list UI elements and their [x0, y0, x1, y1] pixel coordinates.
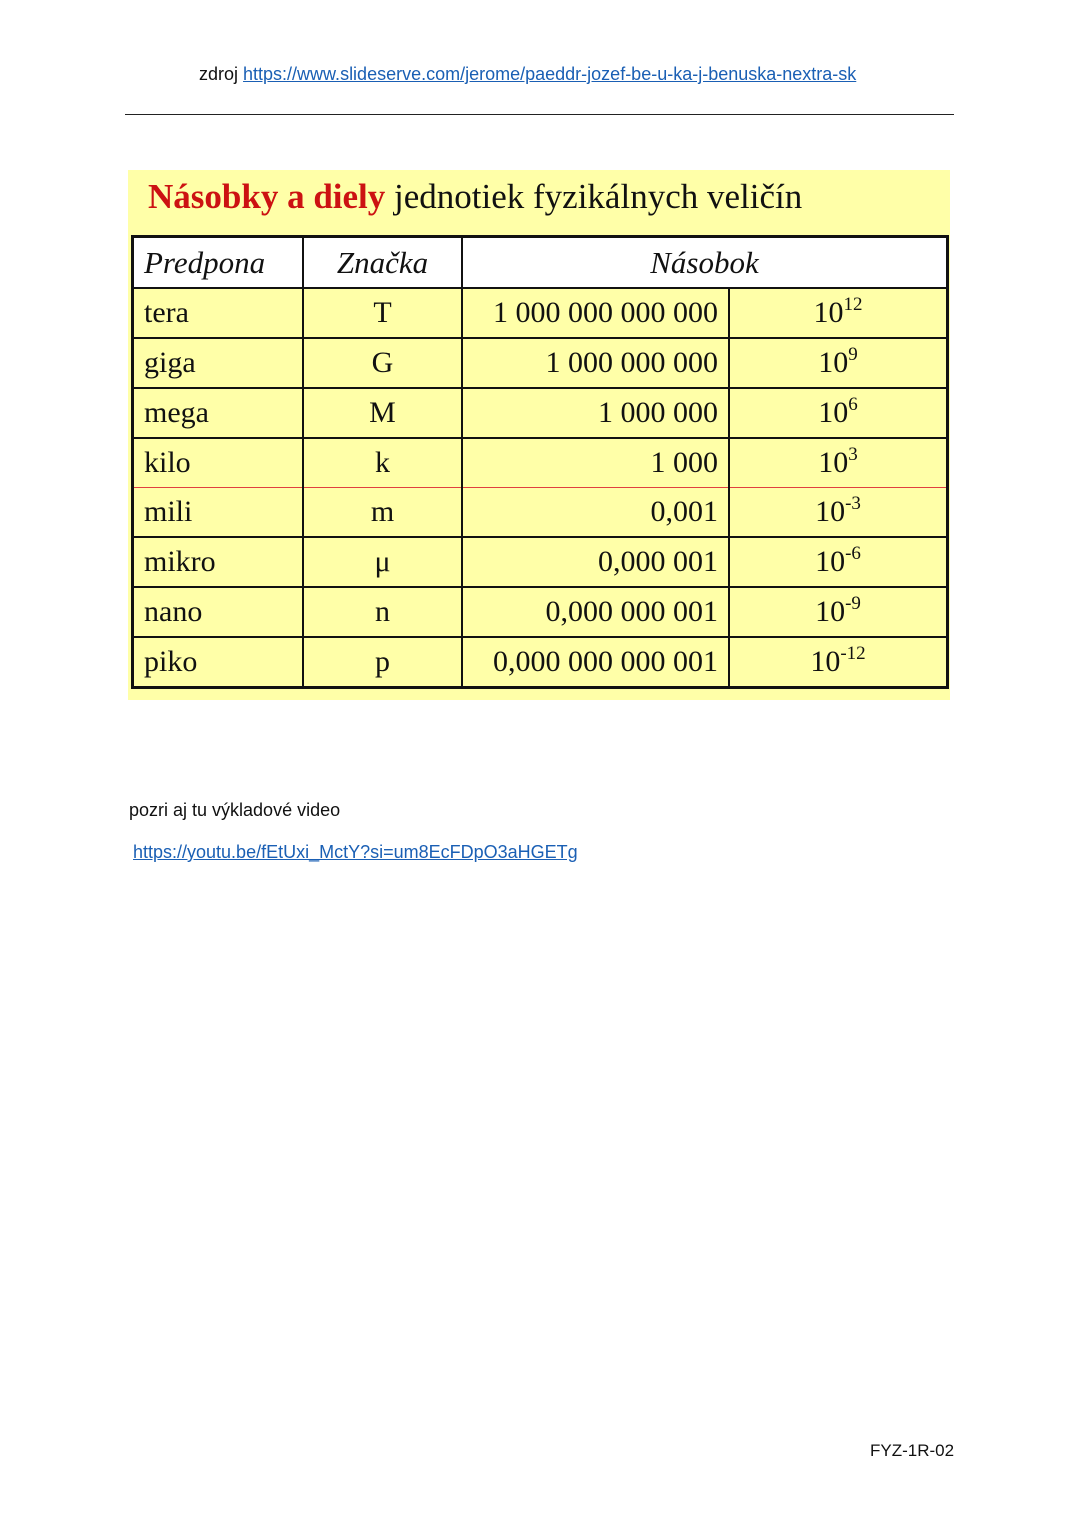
power-exponent: 3: [848, 444, 858, 465]
cell-value: 0,000 000 000 001: [462, 637, 729, 688]
header-symbol: Značka: [303, 237, 462, 289]
slide-title: [148, 174, 802, 220]
cell-power: [729, 587, 948, 637]
power-exponent: -6: [845, 543, 861, 564]
prefix-table: [131, 235, 949, 689]
cell-value: 0,000 000 001: [462, 587, 729, 637]
slide-image: [128, 170, 950, 700]
cell-prefix: mili: [133, 488, 304, 538]
power-exponent: 9: [848, 344, 858, 365]
power-exponent: -3: [845, 493, 861, 514]
cell-symbol: n: [303, 587, 462, 637]
cell-value: 0,001: [462, 488, 729, 538]
header-divider: [125, 114, 954, 115]
cell-power: [729, 537, 948, 587]
cell-prefix: giga: [133, 338, 304, 388]
cell-symbol: T: [303, 288, 462, 338]
header-prefix: Predpona: [133, 237, 304, 289]
power-base: 10: [818, 396, 849, 429]
power-exponent: -12: [840, 643, 866, 664]
cell-power: [729, 488, 948, 538]
cell-power: [729, 388, 948, 438]
cell-value: 1 000 000: [462, 388, 729, 438]
cell-prefix: tera: [133, 288, 304, 338]
table-row: [133, 488, 948, 538]
power-base: 10: [815, 595, 846, 628]
table-row: [133, 388, 948, 438]
cell-symbol: M: [303, 388, 462, 438]
video-note: pozri aj tu výkladové video: [129, 800, 341, 820]
cell-power: [729, 438, 948, 488]
page-code: FYZ-1R-02: [870, 1441, 955, 1460]
slide-title-highlight: Násobky a diely: [148, 177, 386, 216]
table-row: [133, 338, 948, 388]
video-link[interactable]: https://youtu.be/fEtUxi_MctY?si=um8EcFDpO3aHGETg: [133, 842, 578, 862]
cell-value: 1 000: [462, 438, 729, 488]
source-prefix: zdroj: [199, 64, 239, 84]
cell-prefix: nano: [133, 587, 304, 637]
power-exponent: 6: [848, 394, 858, 415]
table-row: [133, 288, 948, 338]
cell-symbol: μ: [303, 537, 462, 587]
cell-power: [729, 288, 948, 338]
cell-symbol: p: [303, 637, 462, 688]
power-exponent: -9: [845, 593, 861, 614]
cell-power: [729, 637, 948, 688]
cell-value: 1 000 000 000 000: [462, 288, 729, 338]
power-base: 10: [818, 346, 849, 379]
power-base: 10: [815, 545, 846, 578]
table-row: [133, 537, 948, 587]
cell-value: 0,000 001: [462, 537, 729, 587]
cell-symbol: G: [303, 338, 462, 388]
cell-prefix: mikro: [133, 537, 304, 587]
table-row: [133, 637, 948, 688]
table-row: [133, 438, 948, 488]
cell-symbol: k: [303, 438, 462, 488]
table-body: [133, 288, 948, 688]
power-base: 10: [818, 446, 849, 479]
header-multiple: Násobok: [462, 237, 948, 289]
source-line: [199, 64, 856, 85]
cell-power: [729, 338, 948, 388]
cell-symbol: m: [303, 488, 462, 538]
power-base: 10: [815, 495, 846, 528]
cell-prefix: piko: [133, 637, 304, 688]
power-base: 10: [810, 645, 841, 678]
power-exponent: 12: [843, 294, 863, 315]
table-header-row: [133, 237, 948, 289]
source-link[interactable]: https://www.slideserve.com/jerome/paeddr-jozef-be-u-ka-j-benuska-nextra-sk: [243, 64, 857, 84]
cell-prefix: kilo: [133, 438, 304, 488]
cell-prefix: mega: [133, 388, 304, 438]
table-row: [133, 587, 948, 637]
slide-title-rest: jednotiek fyzikálnych veličín: [394, 177, 803, 216]
cell-value: 1 000 000 000: [462, 338, 729, 388]
power-base: 10: [813, 296, 844, 329]
